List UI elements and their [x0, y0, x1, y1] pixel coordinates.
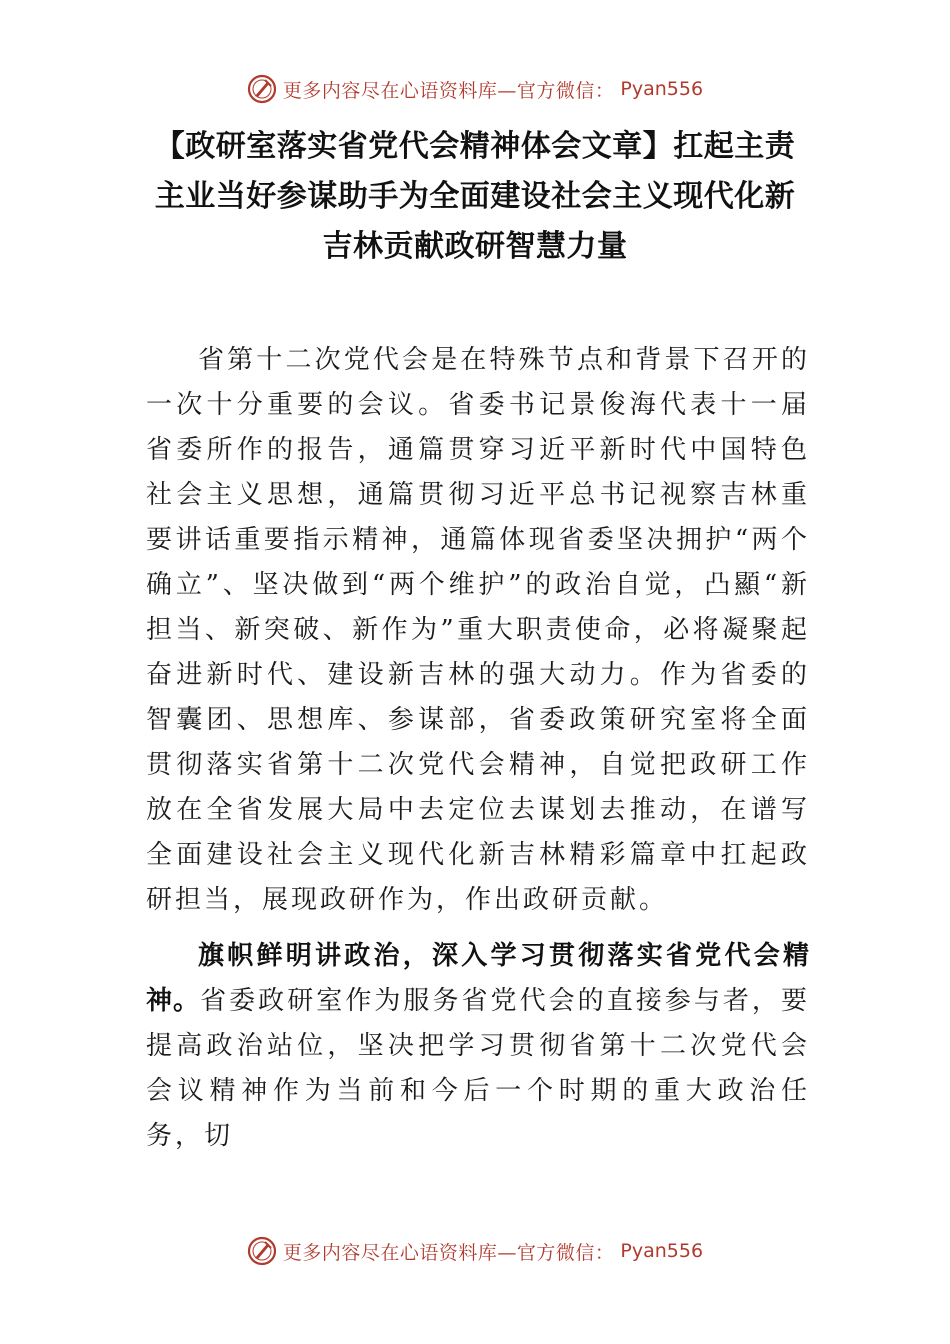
header-wechat-id: Pyan556	[620, 78, 704, 100]
header-banner-text: 更多内容尽在心语资料库—官方微信：	[282, 79, 615, 102]
paragraph-2-body: 省委政研室作为服务省党代会的直接参与者，要提高政治站位，坚决把学习贯彻省第十二次党代会会议精神作为当前和今后一个时期的重大政治任务，切	[146, 986, 810, 1151]
footer-banner-text: 更多内容尽在心语资料库—官方微信：	[282, 1241, 615, 1264]
header-banner	[0, 74, 950, 104]
footer-wechat-id: Pyan556	[620, 1240, 704, 1262]
quill-pen-seal-icon	[247, 1236, 277, 1266]
paragraph-1	[146, 338, 810, 923]
document-title: 【政研室落实省党代会精神体会文章】扛起主责主业当好参谋助手为全面建设社会主义现代化新吉林贡献政研智慧力量	[154, 129, 796, 264]
paragraph-1-body: 省第十二次党代会是在特殊节点和背景下召开的一次十分重要的会议。省委书记景俊海代表十一届省委所作的报告，通篇贯穿习近平新时代中国特色社会主义思想，通篇贯彻习近平总书记视察吉林重要讲话重要指示精神，通篇体现省委坚决拥护“两个确立”、坚决做到“两个维护”的政治自觉，凸顯“新担当、新突破、新作为”重大职责使命，必将凝聚起奋进新时代、建设新吉林的强大动力。作为省委的智囊团、思想库、参谋部，省委政策研究室将全面贯彻落实省第十二次党代会精神，自觉把政研工作放在全省发展大局中去定位去谋划去推动，在谱写全面建设社会主义现代化新吉林精彩篇章中扛起政研担当，展现政研作为，作出政研贡献。	[146, 345, 810, 915]
quill-pen-seal-icon	[247, 74, 277, 104]
paragraph-2	[146, 934, 810, 1159]
footer-banner	[0, 1236, 950, 1266]
paragraph-2-lead: 旗帜鲜明讲政治，深入学习贯彻落实省党代会精神。	[146, 941, 810, 1016]
